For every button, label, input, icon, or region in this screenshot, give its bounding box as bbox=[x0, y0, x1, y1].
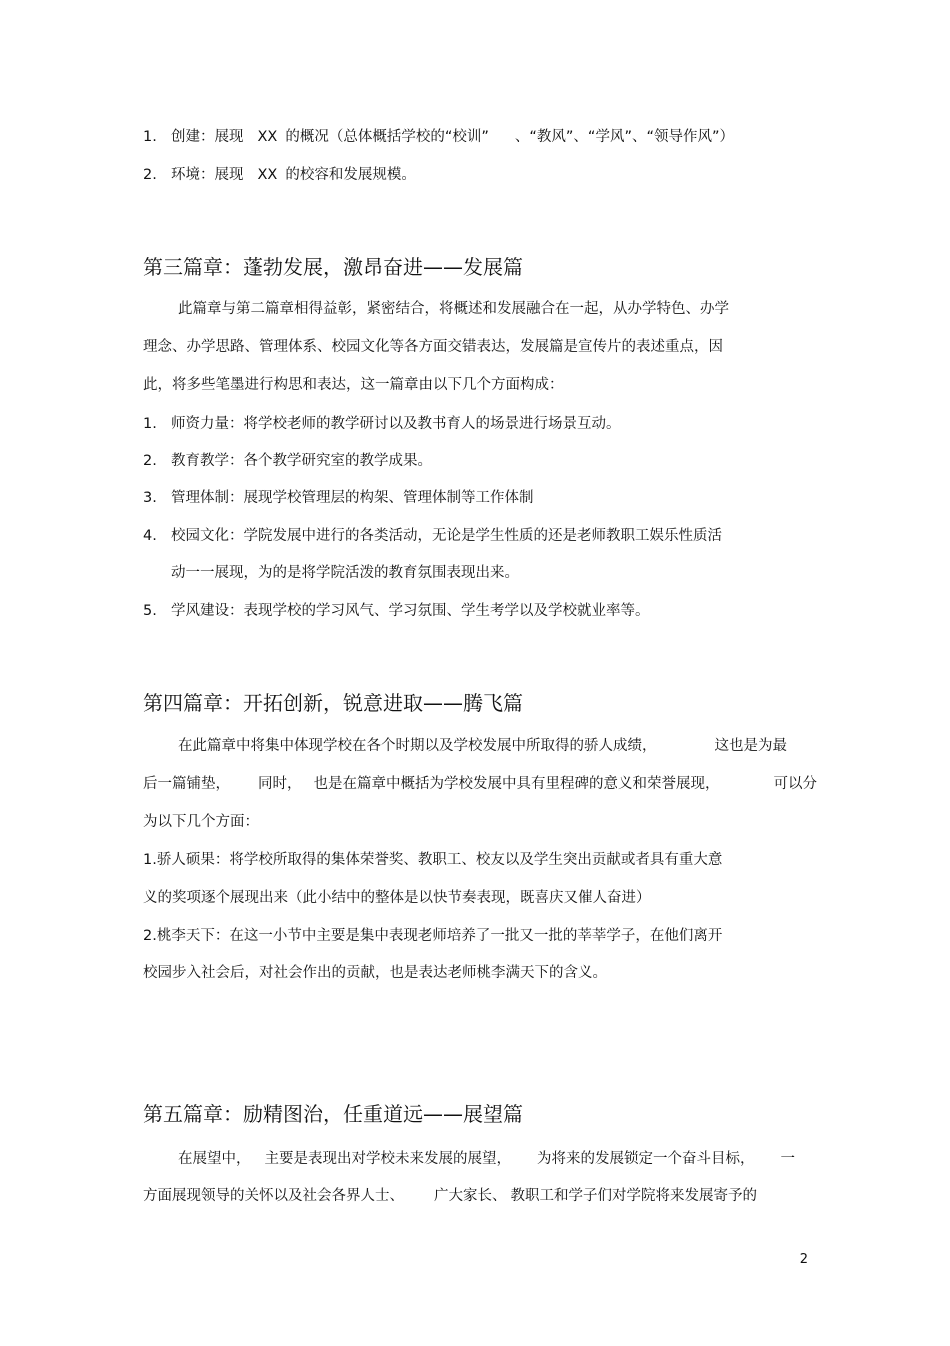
text-run: 同时， bbox=[258, 776, 302, 792]
paragraph-line: 校园步入社会后，对社会作出的贡献，也是表达老师桃李满天下的含义。 bbox=[143, 965, 607, 981]
paragraph-line bbox=[143, 1186, 757, 1206]
item-number: 4. bbox=[143, 528, 157, 544]
list-item bbox=[143, 488, 534, 508]
text-run: 方面展现领导的关怀以及社会各界人士、 bbox=[143, 1188, 404, 1204]
paragraph-line bbox=[143, 774, 817, 794]
item-text: 学风建设：表现学校的学习风气、学习氛围、学生考学以及学校就业率等。 bbox=[171, 603, 650, 619]
item-number: 1. bbox=[143, 416, 157, 432]
text-run: 主要是表现出对学校未来发展的展望， bbox=[264, 1151, 511, 1167]
item-text: 校园文化：学院发展中进行的各类活动，无论是学生性质的还是老师教职工娱乐性质活 bbox=[171, 528, 722, 544]
list-item bbox=[143, 165, 416, 185]
item-text: 创建：展现 bbox=[171, 129, 244, 145]
item-number: 2. bbox=[143, 167, 157, 183]
text-run: 在展望中， bbox=[178, 1151, 251, 1167]
text-run: 广大家长、 bbox=[434, 1188, 507, 1204]
item-number: 5. bbox=[143, 603, 157, 619]
item-text: 环境：展现 bbox=[171, 167, 244, 183]
chapter-4-title: 第四篇章：开拓创新，锐意进取——腾飞篇 bbox=[143, 691, 523, 715]
list-item bbox=[143, 127, 734, 147]
list-item bbox=[143, 451, 432, 471]
item-text: 管理体制：展现学校管理层的构架、管理体制等工作体制 bbox=[171, 490, 534, 506]
item-number: 2. bbox=[143, 453, 157, 469]
paragraph-line: 此篇章与第二篇章相得益彰，紧密结合，将概述和发展融合在一起，从办学特色、办学 bbox=[178, 301, 729, 317]
paragraph-line: 理念、办学思路、管理体系、校园文化等各方面交错表达，发展篇是宣传片的表述重点，因 bbox=[143, 339, 723, 355]
text-run: 在此篇章中将集中体现学校在各个时期以及学校发展中所取得的骄人成绩， bbox=[178, 738, 657, 754]
chapter-3-title: 第三篇章：蓬勃发展，激昂奋进——发展篇 bbox=[143, 255, 523, 279]
text-run: 后一篇铺垫， bbox=[143, 776, 230, 792]
item-text: 的概况（总体概括学校的“校训” bbox=[285, 129, 489, 145]
item-number: 1. bbox=[143, 129, 157, 145]
paragraph-line: 此，将多些笔墨进行构思和表达，这一篇章由以下几个方面构成： bbox=[143, 377, 564, 393]
paragraph-line: 义的奖项逐个展现出来（此小结中的整体是以快节奏表现，既喜庆又催人奋进） bbox=[143, 890, 651, 906]
text-run: 为将来的发展锁定一个奋斗目标， bbox=[537, 1151, 755, 1167]
list-item-continuation: 动一一展现，为的是将学院活泼的教育氛围表现出来。 bbox=[171, 565, 519, 581]
text-run: 教职工和学子们对学院将来发展寄予的 bbox=[510, 1188, 757, 1204]
item-text: 师资力量：将学校老师的教学研讨以及教书育人的场景进行场景互动。 bbox=[171, 416, 621, 432]
paragraph-line bbox=[178, 1149, 795, 1169]
text-run: 一 bbox=[780, 1151, 795, 1167]
page-number: 2 bbox=[799, 1252, 808, 1267]
paragraph-line: 1.骄人硕果：将学校所取得的集体荣誉奖、教职工、校友以及学生突出贡献或者具有重大意 bbox=[143, 852, 723, 868]
item-text: XX bbox=[257, 129, 278, 145]
list-item bbox=[143, 601, 650, 621]
paragraph-line: 为以下几个方面： bbox=[143, 814, 259, 830]
item-number: 3. bbox=[143, 490, 157, 506]
list-item bbox=[143, 526, 722, 546]
list-item bbox=[143, 414, 621, 434]
text-run: 这也是为最 bbox=[714, 738, 787, 754]
item-text: 、“教风”、“学风”、“领导作风”） bbox=[514, 129, 734, 145]
item-text: 教育教学：各个教学研究室的教学成果。 bbox=[171, 453, 432, 469]
chapter-5-title: 第五篇章：励精图治，任重道远——展望篇 bbox=[143, 1102, 523, 1126]
text-run: 可以分 bbox=[773, 776, 817, 792]
text-run: 也是在篇章中概括为学校发展中具有里程碑的意义和荣誉展现， bbox=[313, 776, 720, 792]
paragraph-line: 2.桃李天下：在这一小节中主要是集中表现老师培养了一批又一批的莘莘学子，在他们离开 bbox=[143, 928, 723, 944]
item-text: 的校容和发展规模。 bbox=[285, 167, 416, 183]
item-text: XX bbox=[257, 167, 278, 183]
paragraph-line bbox=[178, 736, 787, 756]
